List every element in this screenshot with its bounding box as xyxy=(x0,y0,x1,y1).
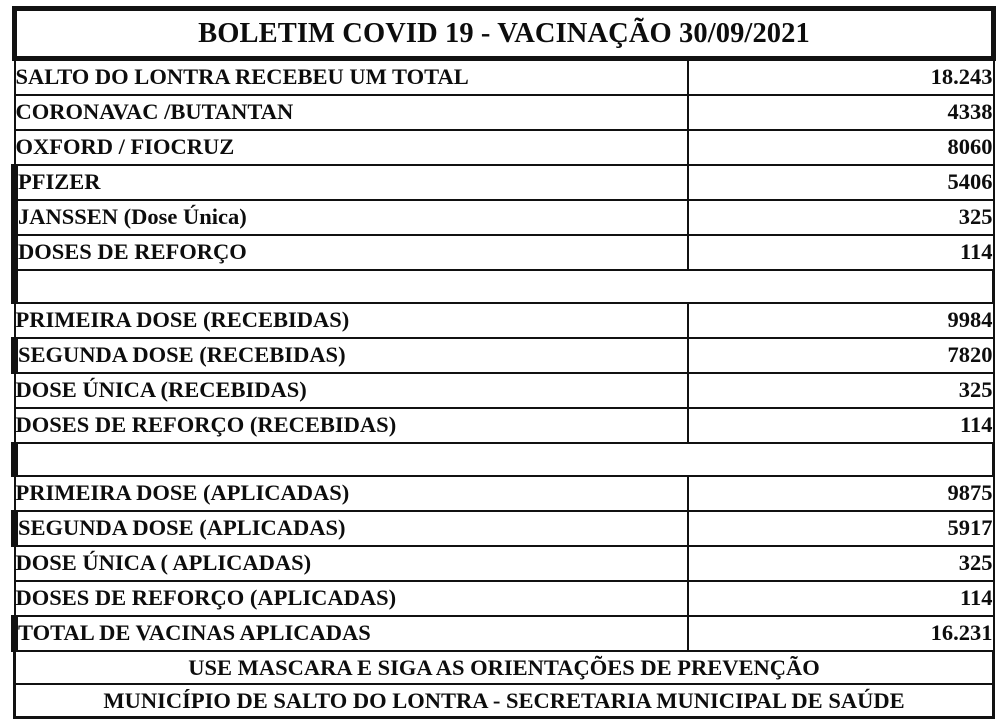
row-label-janssen-dose-unica: JANSSEN (Dose Única) xyxy=(15,200,688,235)
row-label-total-de-vacinas-aplicadas: TOTAL DE VACINAS APLICADAS xyxy=(15,616,688,651)
row-label-total-recebido: SALTO DO LONTRA RECEBEU UM TOTAL xyxy=(15,59,688,96)
table-row-total xyxy=(15,616,994,651)
row-value-oxford-fiocruz: 8060 xyxy=(688,130,994,165)
row-value-segunda-dose-recebidas: 7820 xyxy=(688,338,994,373)
table-row xyxy=(15,165,994,200)
row-value-coronavac-butantan: 4338 xyxy=(688,95,994,130)
row-label-segunda-dose-aplicadas: SEGUNDA DOSE (APLICADAS) xyxy=(15,511,688,546)
table-row xyxy=(15,200,994,235)
prevention-message: USE MASCARA E SIGA AS ORIENTAÇÕES DE PREVENÇÃO xyxy=(15,651,994,684)
row-label-primeira-dose-recebidas: PRIMEIRA DOSE (RECEBIDAS) xyxy=(15,303,688,338)
table-row xyxy=(15,546,994,581)
row-label-primeira-dose-aplicadas: PRIMEIRA DOSE (APLICADAS) xyxy=(15,476,688,511)
row-label-coronavac-butantan: CORONAVAC /BUTANTAN xyxy=(15,95,688,130)
row-label-pfizer: PFIZER xyxy=(15,165,688,200)
page-title: BOLETIM COVID 19 - VACINAÇÃO 30/09/2021 xyxy=(15,9,994,59)
row-label-doses-de-reforco: DOSES DE REFORÇO xyxy=(15,235,688,270)
row-label-doses-de-reforco-aplicadas: DOSES DE REFORÇO (APLICADAS) xyxy=(15,581,688,616)
row-value-total-recebido: 18.243 xyxy=(688,59,994,96)
row-value-segunda-dose-aplicadas: 5917 xyxy=(688,511,994,546)
table-row xyxy=(15,511,994,546)
row-value-doses-de-reforco-recebidas: 114 xyxy=(688,408,994,443)
row-value-primeira-dose-recebidas: 9984 xyxy=(688,303,994,338)
row-value-doses-de-reforco-aplicadas: 114 xyxy=(688,581,994,616)
spacer-cell xyxy=(15,443,994,476)
spacer-row xyxy=(15,270,994,303)
row-value-primeira-dose-aplicadas: 9875 xyxy=(688,476,994,511)
row-value-total-de-vacinas-aplicadas: 16.231 xyxy=(688,616,994,651)
spacer-cell xyxy=(15,270,994,303)
row-label-doses-de-reforco-recebidas: DOSES DE REFORÇO (RECEBIDAS) xyxy=(15,408,688,443)
table-row xyxy=(15,408,994,443)
row-label-dose-unica-recebidas: DOSE ÚNICA (RECEBIDAS) xyxy=(15,373,688,408)
report-table-body xyxy=(15,9,994,718)
row-label-segunda-dose-recebidas: SEGUNDA DOSE (RECEBIDAS) xyxy=(15,338,688,373)
vaccination-report-table xyxy=(11,6,996,719)
row-label-dose-unica-aplicadas: DOSE ÚNICA ( APLICADAS) xyxy=(15,546,688,581)
table-row xyxy=(15,59,994,96)
issuing-authority: MUNICÍPIO DE SALTO DO LONTRA - SECRETARIA MUNICIPAL DE SAÚDE xyxy=(15,684,994,718)
table-row xyxy=(15,338,994,373)
footer-banner-row xyxy=(15,651,994,684)
table-row xyxy=(15,373,994,408)
row-label-oxford-fiocruz: OXFORD / FIOCRUZ xyxy=(15,130,688,165)
row-value-doses-de-reforco: 114 xyxy=(688,235,994,270)
spacer-row xyxy=(15,443,994,476)
table-row xyxy=(15,130,994,165)
table-row xyxy=(15,235,994,270)
report-title-row xyxy=(15,9,994,59)
row-value-janssen-dose-unica: 325 xyxy=(688,200,994,235)
table-row xyxy=(15,476,994,511)
row-value-dose-unica-recebidas: 325 xyxy=(688,373,994,408)
row-value-pfizer: 5406 xyxy=(688,165,994,200)
footer-banner-row xyxy=(15,684,994,718)
row-value-dose-unica-aplicadas: 325 xyxy=(688,546,994,581)
table-row xyxy=(15,581,994,616)
table-row xyxy=(15,303,994,338)
table-row xyxy=(15,95,994,130)
